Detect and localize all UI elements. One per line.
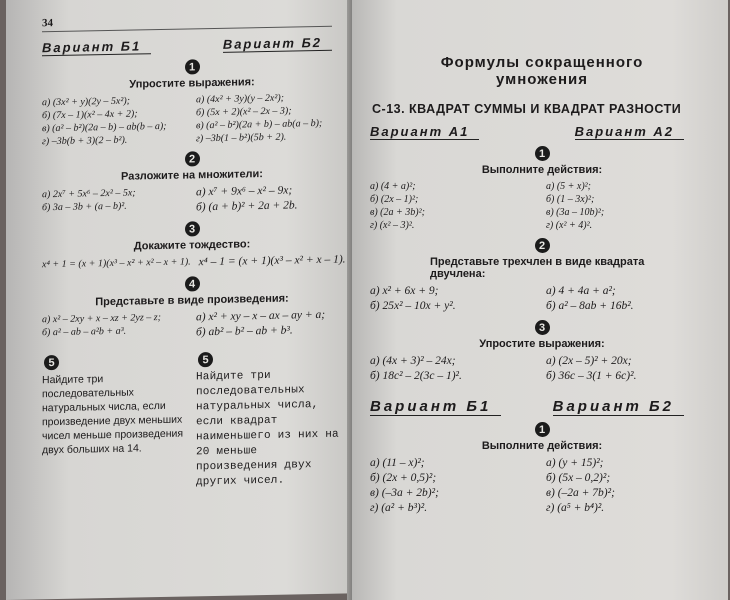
- task-number-badge: 3: [185, 221, 200, 236]
- variant-b2-label: Вариант Б2: [553, 398, 684, 416]
- expression: а) x² – 2xy + x – xz + 2yz – z;: [42, 312, 161, 326]
- expression: г) –3b(1 – b²)(5b + 2).: [196, 131, 287, 145]
- expression: б) a² – ab – a²b + a³.: [42, 325, 127, 339]
- task-number-badge: 3: [535, 320, 550, 335]
- expression: б) (7x – 1)(x² – 4x + 2);: [42, 108, 138, 122]
- task-column-b2: [196, 308, 342, 341]
- chapter-title-line: Формулы сокращенного: [440, 54, 644, 71]
- expression: г) (a⁵ + b⁴)².: [546, 502, 605, 514]
- expression: а) 4 + 4a + a²;: [546, 285, 616, 297]
- expression: б) 25x² – 10x + y².: [370, 300, 456, 312]
- variant-a1-label: Вариант А1: [370, 124, 479, 140]
- chapter-title: [370, 54, 714, 88]
- task-1-b: [370, 422, 714, 516]
- right-page: [352, 0, 728, 600]
- task-1: [42, 57, 342, 149]
- expression: в) (a² – b²)(2a – b) – ab(b – a);: [42, 120, 167, 135]
- expression: б) (5x – 0,2)²;: [546, 472, 611, 484]
- task-number-badge: 1: [185, 59, 200, 74]
- task-1: [370, 146, 714, 232]
- expression: б) 3a – 3b + (a – b)².: [42, 200, 127, 214]
- expression: в) (a² – b²)(2a + b) – ab(a – b);: [196, 117, 323, 132]
- expression: в) (–3a + 2b)²;: [370, 487, 439, 499]
- task-number-badge: 4: [185, 276, 200, 291]
- task-column-a1: [370, 180, 538, 232]
- task-column-b2: [196, 183, 342, 216]
- expression: а) (2x – 5)² + 20x;: [546, 355, 632, 367]
- task-4: [42, 274, 342, 344]
- expression: а) (5 + x)²;: [546, 181, 592, 192]
- task-number-badge: 2: [535, 238, 550, 253]
- task-column-a1: [370, 354, 538, 384]
- task-title: Докажите тождество:: [133, 238, 251, 253]
- expression: x⁴ – 1 = (x + 1)(x³ – x² + x – 1).: [198, 253, 346, 269]
- expression: г) (x² – 3)².: [370, 220, 415, 231]
- expression: б) (a + b)² + 2a + 2b.: [196, 199, 298, 214]
- task-title: Упростите выражения:: [129, 76, 255, 91]
- task-column-a2: [546, 354, 714, 384]
- task-3: [42, 219, 346, 274]
- task-column-b2: [196, 91, 342, 146]
- expression: б) 18c² – 2(3c – 1)².: [370, 370, 462, 382]
- variant-b2-label: Вариант Б2: [223, 35, 332, 53]
- task-title: Представьте в виде произведения:: [95, 292, 289, 309]
- variant-a2-label: Вариант А2: [575, 124, 684, 140]
- task-column-b1: [42, 255, 191, 273]
- task-number-badge: 5: [44, 355, 59, 370]
- expression: а) (4 + a)²;: [370, 181, 416, 192]
- task-3: [370, 320, 714, 384]
- section-title: С-13. КВАДРАТ СУММЫ И КВАДРАТ РАЗНОСТИ: [372, 102, 682, 116]
- task-title: Разложите на множители:: [121, 168, 263, 183]
- task-title: Упростите выражения:: [479, 338, 605, 350]
- expression: в) (2a + 3b)²;: [370, 207, 425, 218]
- task-column-b1: [42, 186, 188, 219]
- task-title: Выполните действия:: [481, 440, 603, 452]
- task-column-a2: [546, 180, 714, 232]
- expression: а) x² + 6x + 9;: [370, 285, 439, 297]
- expression: б) ab² – b² – ab + b³.: [196, 324, 293, 339]
- word-problem: Найдите три последовательных натуральных числа, если произведение двух меньших чисел меньше произведения двух больших на 14.: [42, 373, 184, 457]
- task-column-b1: [370, 456, 538, 516]
- variant-a-header: [370, 124, 684, 140]
- task-column-b2: [546, 456, 714, 516]
- task-2: [42, 149, 342, 219]
- task-number-badge: 2: [185, 151, 200, 166]
- expression: а) (4x + 3)² – 24x;: [370, 355, 456, 367]
- expression: г) –3b(b + 3)(2 – b²).: [42, 134, 128, 148]
- task-column-a2: [546, 284, 714, 314]
- task-5: [42, 344, 342, 494]
- word-problem: Найдите три последовательных натуральных числа, если квадрат наименьшего из них на 20 меньше произведения двух других чисел.: [196, 369, 339, 489]
- expression: x⁴ + 1 = (x + 1)(x³ – x² + x² – x + 1).: [42, 256, 191, 271]
- task-number-badge: 1: [535, 146, 550, 161]
- task-column-b1: [42, 347, 188, 494]
- expression: а) 2x⁷ + 5x⁶ – 2x² – 5x;: [42, 187, 136, 201]
- expression: в) (–2a + 7b)²;: [546, 487, 615, 499]
- task-column-b1: [42, 94, 188, 149]
- task-column-a1: [370, 284, 538, 314]
- variant-b1-label: Вариант Б1: [42, 38, 151, 56]
- expression: а) (y + 15)²;: [546, 457, 604, 469]
- expression: а) x⁷ + 9x⁶ – x² – 9x;: [196, 184, 293, 199]
- expression: б) (5x + 2)(x² – 2x – 3);: [196, 105, 292, 119]
- page-number: 34: [42, 17, 53, 30]
- expression: б) a² – 8ab + 16b².: [546, 300, 634, 312]
- task-title: Представьте трехчлен в виде квадрата двучлена:: [430, 256, 645, 280]
- expression: б) (1 – 3x)²;: [546, 194, 595, 205]
- variant-header: [42, 26, 332, 57]
- task-column-b2: [199, 252, 346, 270]
- task-number-badge: 5: [198, 352, 213, 367]
- expression: б) (2x – 1)²;: [370, 194, 419, 205]
- expression: г) (a² + b³)².: [370, 502, 428, 514]
- expression: а) x² + xy – x – ax – ay + a;: [196, 308, 326, 324]
- task-column-b1: [42, 311, 188, 344]
- expression: б) 36c – 3(1 + 6c)².: [546, 370, 637, 382]
- task-2: [370, 238, 714, 314]
- variant-b-header: [370, 398, 684, 416]
- task-title: Выполните действия:: [481, 164, 603, 176]
- chapter-title-line: умножения: [495, 71, 589, 88]
- expression: в) (3a – 10b)²;: [546, 207, 605, 218]
- expression: б) (2x + 0,5)²;: [370, 472, 437, 484]
- task-column-b2: [196, 344, 342, 491]
- expression: г) (x² + 4)².: [546, 220, 593, 231]
- variant-b1-label: Вариант Б1: [370, 398, 501, 416]
- left-page: [6, 0, 356, 600]
- expression: а) (11 – x)²;: [370, 457, 425, 469]
- expression: а) (3x² + y)(2y – 5x²);: [42, 95, 130, 109]
- task-number-badge: 1: [535, 422, 550, 437]
- expression: а) (4x² + 3y)(y – 2x²);: [196, 92, 284, 106]
